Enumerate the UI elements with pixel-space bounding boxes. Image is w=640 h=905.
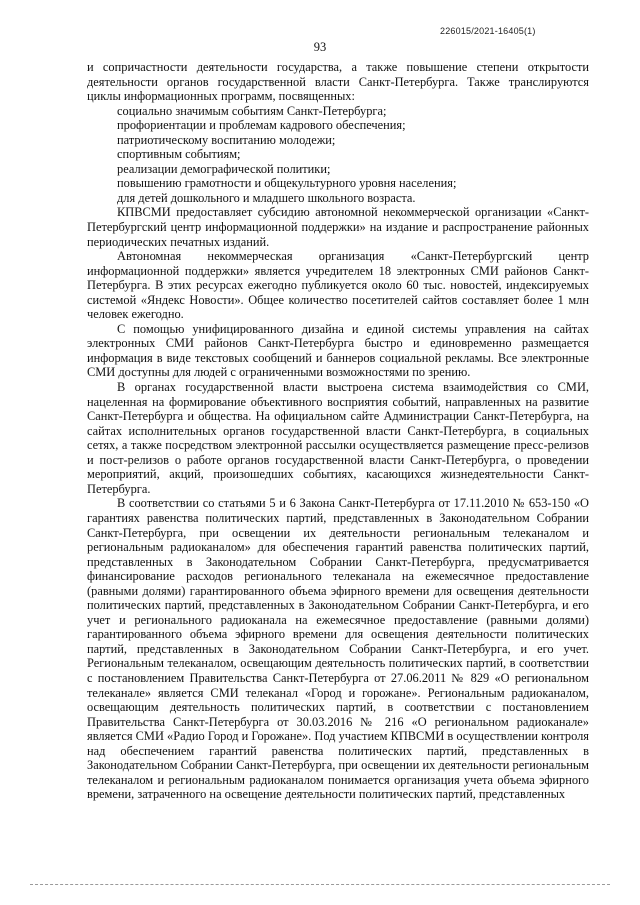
list-item: спортивным событиям;: [117, 147, 241, 162]
paragraph-unified-design: С помощью унифицированного дизайна и единой системы управления на сайтах электронных СМИ районов Санкт-Петербурга быстро и единовременно размещается информация в виде текстовых сообщений и баннеров социальной рекламы. Все электронные СМИ доступны для людей с ограниченными возможностями по зрению.: [87, 321, 589, 380]
paragraph-subsidy: КПВСМИ предоставляет субсидию автономной некоммерческой организации «Санкт-Петербургский центр информационной поддержки» на издание и распространение районных периодических печатных изданий.: [87, 205, 589, 249]
list-item: повышению грамотности и общекультурного уровня населения;: [117, 176, 457, 191]
list-item: для детей дошкольного и младшего школьного возраста.: [117, 190, 416, 205]
paragraph-continuation: и сопричастности деятельности государства, а также повышение степени открытости деятельности органов государственной власти Санкт-Петербурга. Также транслируются циклы информационных программ, посвященных:: [87, 60, 589, 104]
list-item: реализации демографической политики;: [117, 161, 331, 176]
paragraph-party-equality: В соответствии со статьями 5 и 6 Закона Санкт-Петербурга от 17.11.2010 № 653-150 «О гарантиях равенства политических партий, представленных в Законодательном Собрании Санкт-Петербурга, при освещении их деятельности региональным телеканалом и региональным радиоканалом» для обеспечения гарантий равенства политических партий, представленных в Законодательном Собрании Санкт-Петербурга, предусматривается финансирование расходов регионального телеканала на ежемесячное предоставление (равными долями) гарантированного объема эфирного времени для освещения деятельности политических партий, представленных в Законодательном Собрании Санкт-Петербурга, и его учет и регионального радиоканала на ежемесячное предоставление (равными долями) гарантированного объема эфирного времени для освещения деятельности политических партий, представленных в Законодательном Собрании Санкт-Петербурга, и его учет. Региональным телеканалом, освещающим деятельность политических партий, в соответствии с постановлением Правительства Санкт-Петербурга от 27.06.2011 № 829 «О региональном телеканале» является СМИ телеканал «Город и горожане». Региональным радиоканалом, освещающим деятельность политических партий, в соответствии с постановлением Правительства Санкт-Петербурга от 30.03.2016 № 216 «О региональном радиоканале» является СМИ «Радио Город и Горожане». Под участием КПВСМИ в осуществлении контроля над обеспечением гарантий равенства политических партий, представленных в Законодательном Собрании Санкт-Петербурга, при освещении их деятельности региональным телеканалом и региональным радиоканалом понимается организация учета объема эфирного времени, затраченного на освещение деятельности политических партий, представленных: [87, 496, 589, 802]
paragraph-media-interaction: В органах государственной власти выстроена система взаимодействия со СМИ, нацеленная на формирование объективного восприятия событий, направленных на развитие Санкт-Петербурга и общества. На официальном сайте Администрации Санкт-Петербурга, на сайтах исполнительных органов государственной власти Санкт-Петербурга, в социальных сетях, а также посредством электронной рассылки осуществляется размещение пресс-релизов и пост-релизов о работе органов государственной власти Санкт-Петербурга, о проведении мероприятий, акций, произошедших событиях, касающихся жизнедеятельности Санкт-Петербурга.: [87, 380, 589, 496]
list-item: социально значимым событиям Санкт-Петербурга;: [117, 103, 387, 118]
bottom-rule: [30, 884, 610, 885]
document-id: 226015/2021-16405(1): [440, 26, 536, 36]
list-item: патриотическому воспитанию молодежи;: [117, 132, 336, 147]
document-body: [87, 60, 589, 802]
paragraph-ano-media: Автономная некоммерческая организация «Санкт-Петербургский центр информационной поддержки» является учредителем 18 электронных СМИ районов Санкт-Петербурга. В этих ресурсах ежегодно публикуется около 60 тыс. новостей, индексируемых системой «Яндекс Новости». Общее количество посетителей сайтов составляет более 1 млн человек ежегодно.: [87, 249, 589, 322]
list-item: профориентации и проблемам кадрового обеспечения;: [117, 118, 406, 133]
topics-list: [87, 104, 589, 206]
page-number: 93: [313, 40, 327, 54]
